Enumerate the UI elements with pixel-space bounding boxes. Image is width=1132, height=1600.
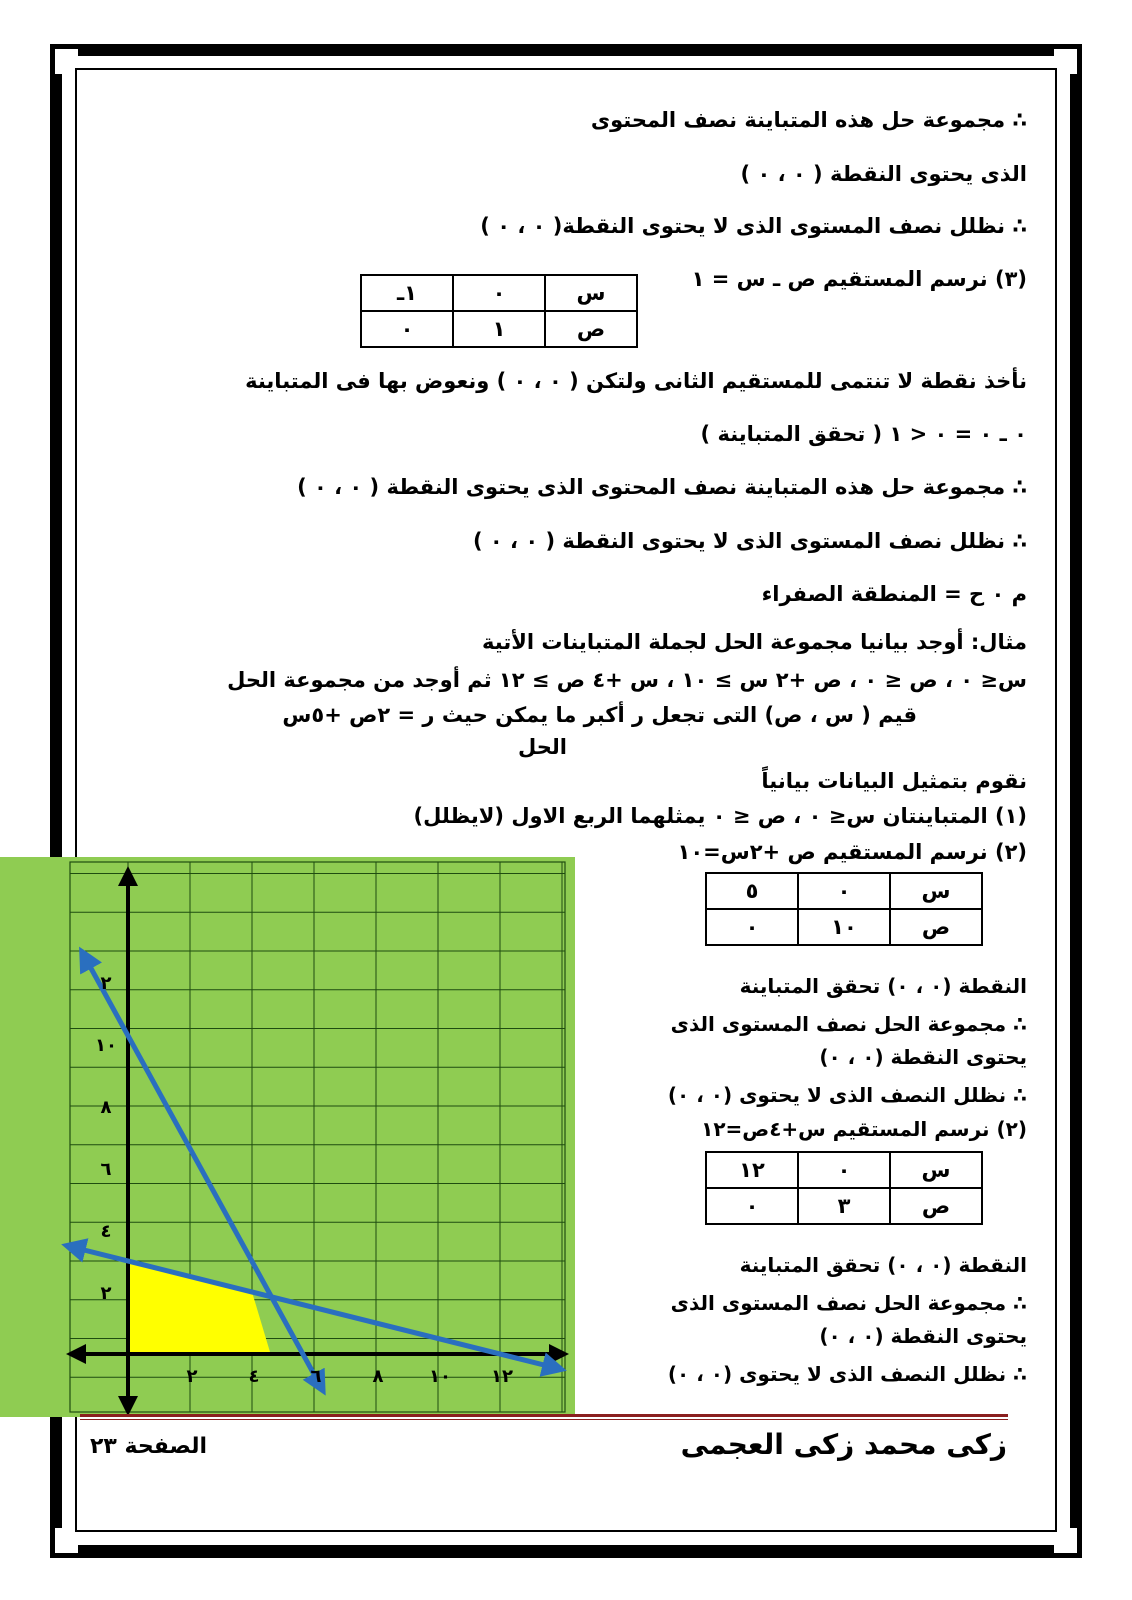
table-cell: ٠ xyxy=(361,311,453,347)
text-line: الذى يحتوى النقطة ( ٠ ، ٠ ) xyxy=(740,162,1027,186)
y-tick-label: ٦ xyxy=(100,1159,112,1180)
table-cell: ١ـ xyxy=(361,275,453,311)
table-cell: ٠ xyxy=(798,873,890,909)
table-cell: س xyxy=(890,1152,982,1188)
text-line: ∴ نظلل النصف الذى لا يحتوى (٠ ، ٠) xyxy=(667,1083,1027,1107)
text-line: الحل xyxy=(518,735,567,759)
text-line: ∴ نظلل نصف المستوى الذى لا يحتوى النقطة ( ٠ ، ٠ ) xyxy=(472,529,1027,553)
values-table-3 xyxy=(705,1151,983,1225)
table-cell: ٠ xyxy=(798,1152,890,1188)
text-line: نأخذ نقطة لا تنتمى للمستقيم الثانى ولتكن ( ٠ ، ٠ ) ونعوض بها فى المتباينة xyxy=(245,369,1027,393)
y-tick-label: ٤ xyxy=(100,1221,112,1242)
table-cell: ٠ xyxy=(453,275,545,311)
text-line: (٢) نرسم المستقيم س+٤ص=١٢ xyxy=(701,1117,1027,1141)
text-line: (٢) نرسم المستقيم ص +٢س=١٠ xyxy=(677,840,1027,864)
table-cell: ١ xyxy=(453,311,545,347)
inequality-graph xyxy=(0,857,575,1417)
text-line: ∴ مجموعة الحل نصف المستوى الذى xyxy=(670,1291,1027,1315)
text-line: ∴ مجموعة حل هذه المتباينة نصف المحتوى xyxy=(590,108,1027,132)
y-tick-label: ١٠ xyxy=(95,1035,117,1056)
frame-bar-top xyxy=(78,45,1054,56)
table-cell: ص xyxy=(890,1188,982,1224)
frame-bar-right xyxy=(1070,74,1081,1528)
text-line: ∴ نظلل نصف المستوى الذى لا يحتوى النقطة( ٠ ، ٠ ) xyxy=(480,214,1027,238)
x-tick-label: ١٢ xyxy=(491,1366,513,1387)
x-tick-label: ٨ xyxy=(372,1366,384,1387)
values-table-2 xyxy=(705,872,983,946)
text-line: قيم ( س ، ص) التى تجعل ر أكبر ما يمكن حيث ر = ٢ص +٥س xyxy=(282,703,917,727)
table-cell: ١٠ xyxy=(798,909,890,945)
x-tick-label: ٢ xyxy=(186,1366,198,1387)
text-line: مثال: أوجد بيانيا مجموعة الحل لجملة المتباينات الأتية xyxy=(482,630,1027,654)
text-line: (١) المتباينتان س≤ ٠ ، ص ≤ ٠ يمثلهما الربع الاول (لايظلل) xyxy=(413,804,1027,828)
y-tick-label: ٢ xyxy=(100,1283,112,1304)
table-cell: ٠ xyxy=(706,1188,798,1224)
frame-bar-bottom xyxy=(78,1545,1054,1556)
text-line: يحتوى النقطة (٠ ، ٠) xyxy=(819,1045,1027,1069)
author-name: زكى محمد زكى العجمى xyxy=(680,1428,1007,1461)
table-cell: س xyxy=(890,873,982,909)
x-tick-label: ٦ xyxy=(310,1366,322,1387)
y-tick-label: ٨ xyxy=(100,1097,112,1118)
graph-background xyxy=(0,857,575,1417)
text-line: ∴ نظلل النصف الذى لا يحتوى (٠ ، ٠) xyxy=(667,1362,1027,1386)
x-tick-label: ٤ xyxy=(248,1366,260,1387)
text-line: (٣) نرسم المستقيم ص ـ س = ١ xyxy=(691,267,1027,291)
text-line: س≤ ٠ ، ص ≤ ٠ ، ص +٢ س ≥ ١٠ ، س +٤ ص ≥ ١٢ ثم أوجد من مجموعة الحل xyxy=(227,668,1027,692)
page-number: الصفحة ٢٣ xyxy=(90,1434,208,1459)
text-line: ∴ مجموعة حل هذه المتباينة نصف المحتوى الذى يحتوى النقطة ( ٠ ، ٠ ) xyxy=(297,475,1027,499)
values-table-1 xyxy=(360,274,638,348)
x-tick-label: ١٠ xyxy=(429,1366,451,1387)
table-cell: ١٢ xyxy=(706,1152,798,1188)
text-line: نقوم بتمثيل البيانات بيانياً xyxy=(761,769,1027,793)
table-cell: ص xyxy=(890,909,982,945)
table-cell: ٠ xyxy=(706,909,798,945)
y-tick-label: ٢ xyxy=(100,973,112,994)
table-cell: ٣ xyxy=(798,1188,890,1224)
text-line: م ٠ ح = المنطقة الصفراء xyxy=(761,582,1027,606)
text-line: النقطة (٠ ، ٠) تحقق المتباينة xyxy=(739,1253,1027,1277)
footer-rule-thin xyxy=(80,1419,1008,1420)
footer-rule xyxy=(80,1414,1008,1417)
text-line: ∴ مجموعة الحل نصف المستوى الذى xyxy=(670,1012,1027,1036)
text-line: يحتوى النقطة (٠ ، ٠) xyxy=(819,1324,1027,1348)
table-cell: ص xyxy=(545,311,637,347)
text-line: النقطة (٠ ، ٠) تحقق المتباينة xyxy=(739,974,1027,998)
text-line: ٠ ـ ٠ = ٠ < ١ ( تحقق المتباينة ) xyxy=(700,422,1027,446)
table-cell: س xyxy=(545,275,637,311)
table-cell: ٥ xyxy=(706,873,798,909)
